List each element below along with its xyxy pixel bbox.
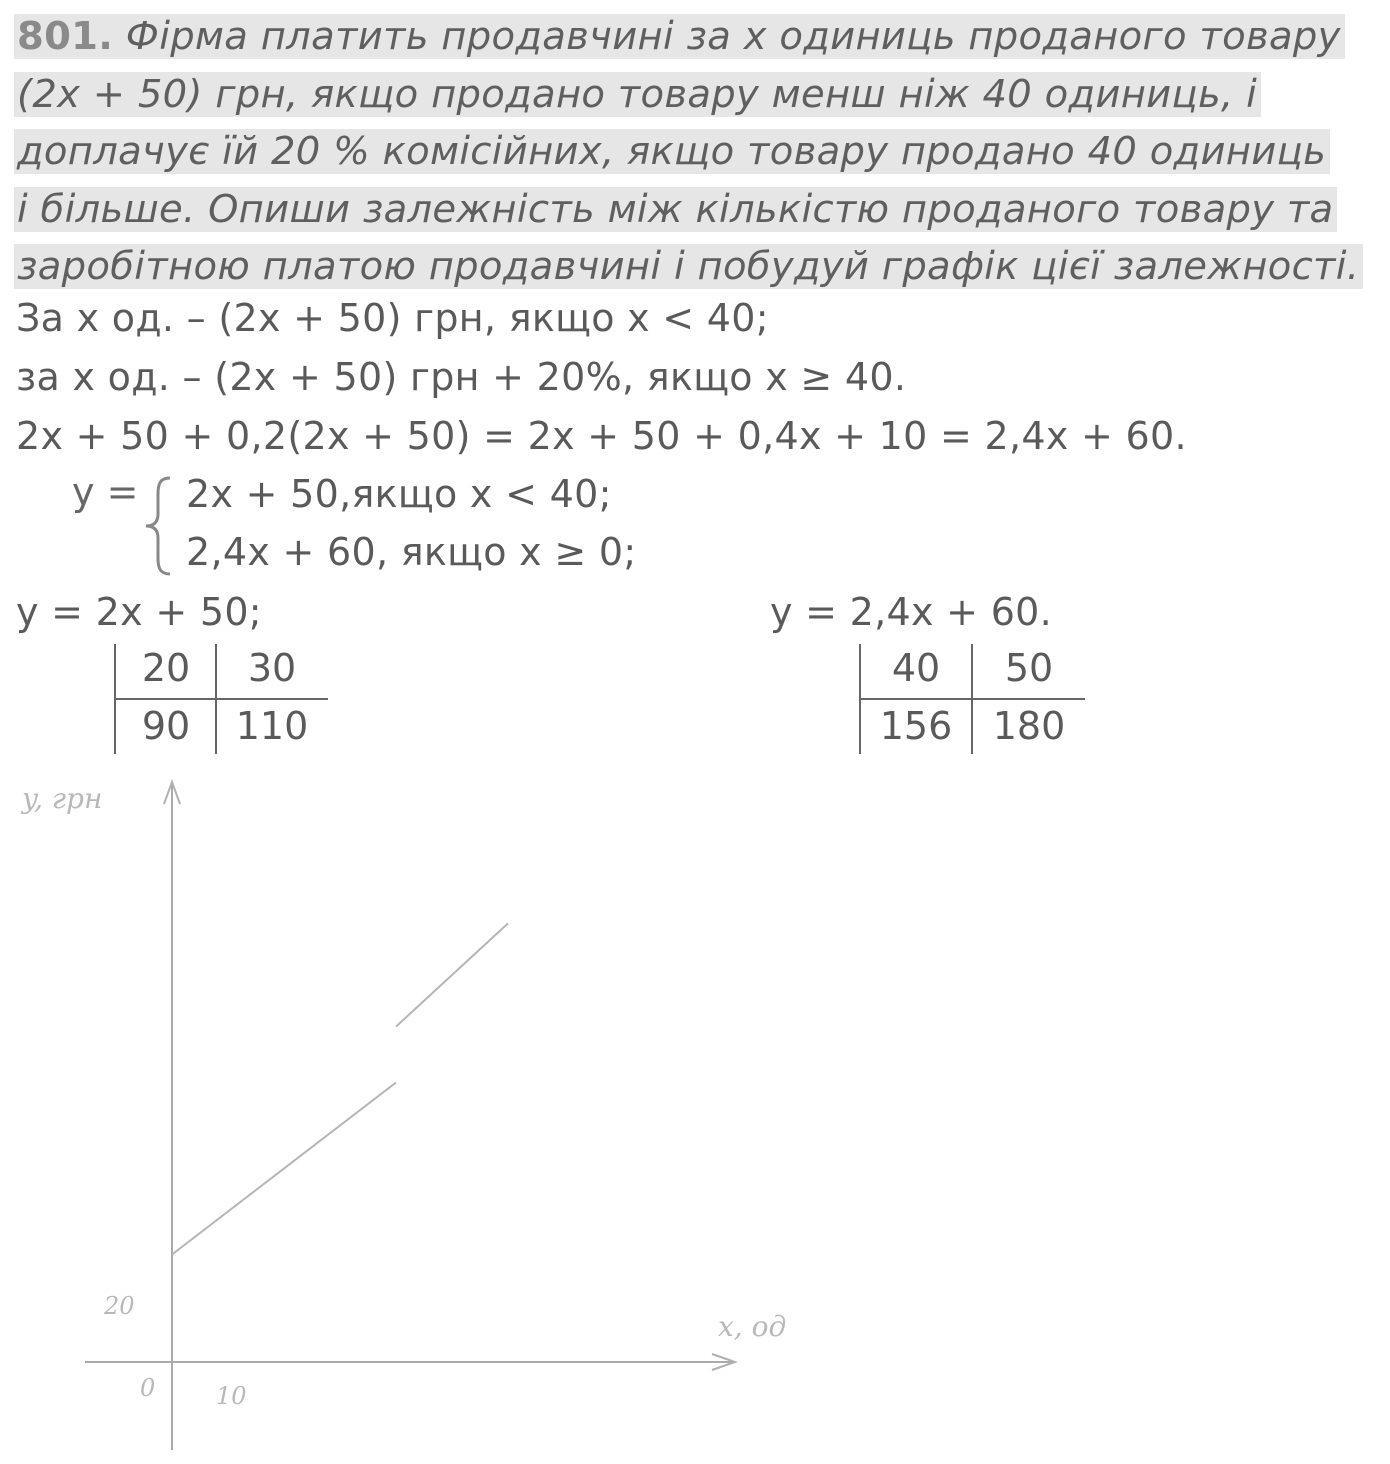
problem-line-1 <box>14 8 1374 66</box>
right-y-2: 180 <box>992 704 1066 748</box>
problem-line-3 <box>14 123 1374 181</box>
series-line-2 <box>396 923 508 1026</box>
problem-number: 801. <box>17 14 114 59</box>
problem-text-1: Фірма платить продавчині за x одиниць проданого товару <box>125 14 1341 59</box>
left-y-2: 110 <box>235 704 309 748</box>
y-tick-20: 20 <box>104 1292 135 1320</box>
left-x-2: 30 <box>247 646 297 690</box>
problem-text-2: (2x + 50) грн, якщо продано товару менш ніж 40 одиниць, і <box>14 72 1261 117</box>
problem-line-5 <box>14 238 1374 296</box>
problem-text-3: доплачує їй 20 % комісійних, якщо товару продано 40 одиниць <box>14 129 1330 174</box>
system-case-1: 2x + 50,якщо x < 40; <box>186 472 612 516</box>
graph <box>0 770 900 1460</box>
series-line-1 <box>172 1083 396 1255</box>
graph-canvas <box>0 770 900 1460</box>
x-axis-label: x, од <box>718 1310 787 1343</box>
system-brace <box>142 476 176 576</box>
y-axis-label: y, грн <box>22 782 103 815</box>
problem-statement <box>14 8 1374 296</box>
problem-line-2 <box>14 66 1374 124</box>
right-table-rule <box>859 698 1085 700</box>
problem-line-4 <box>14 181 1374 239</box>
problem-text-4: і більше. Опиши залежність між кількістю проданого товару та <box>14 187 1337 232</box>
right-x-2: 50 <box>1004 646 1054 690</box>
problem-text-5: заробітною платою продавчині і побудуй графік цієї залежності. <box>14 244 1363 289</box>
solution-line-2: за x од. – (2x + 50) грн + 20%, якщо x ≥ 40. <box>16 355 907 399</box>
x-tick-0: 0 <box>140 1374 156 1402</box>
right-formula: y = 2,4x + 60. <box>770 590 1053 634</box>
left-formula: y = 2x + 50; <box>16 590 262 634</box>
solution-line-1: За x од. – (2x + 50) грн, якщо x < 40; <box>16 296 769 340</box>
left-table-rule <box>114 698 328 700</box>
left-y-1: 90 <box>141 704 191 748</box>
right-x-1: 40 <box>891 646 941 690</box>
system-lhs: y = <box>72 470 139 514</box>
solution-line-3: 2x + 50 + 0,2(2x + 50) = 2x + 50 + 0,4x + 10 = 2,4x + 60. <box>16 414 1187 458</box>
x-tick-10: 10 <box>216 1382 247 1410</box>
system-case-2: 2,4x + 60, якщо x ≥ 0; <box>186 530 637 574</box>
right-y-1: 156 <box>879 704 953 748</box>
left-x-1: 20 <box>141 646 191 690</box>
